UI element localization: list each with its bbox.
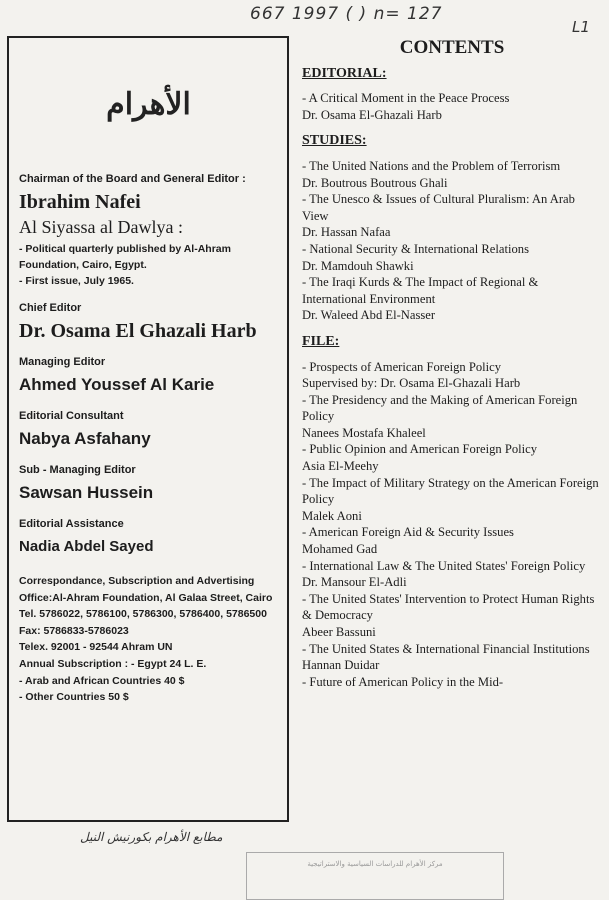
managing-editor-name: Ahmed Youssef Al Karie xyxy=(19,375,215,394)
entry-author: Hannan Duidar xyxy=(302,658,380,673)
printer-credit: مطابع الأهرام بكورنيش النيل xyxy=(80,830,223,844)
entry-title: - The Unesco & Issues of Cultural Pluralism: An Arab View xyxy=(302,192,575,223)
contents-entry xyxy=(302,524,602,557)
contents-entry xyxy=(302,90,602,123)
contents-entry xyxy=(302,558,602,591)
contents-entry xyxy=(302,591,602,641)
contents-column xyxy=(302,37,602,700)
contents-entry xyxy=(302,674,602,691)
journal-description: - Political quarterly published by Al-Ahram Foundation, Cairo, Egypt. xyxy=(19,243,231,271)
entry-author: Dr. Mamdouh Shawki xyxy=(302,258,414,273)
contents-entry xyxy=(302,241,602,274)
masthead-box xyxy=(7,36,289,822)
entry-author: Supervised by: Dr. Osama El-Ghazali Harb xyxy=(302,376,521,391)
consultant-name: Nabya Asfahany xyxy=(19,429,151,448)
entry-title: - Prospects of American Foreign Policy xyxy=(302,359,502,374)
chairman-label: Chairman of the Board and General Editor : xyxy=(19,173,246,185)
sub-managing-name: Sawsan Hussein xyxy=(19,483,154,502)
entry-author: Dr. Boutrous Boutrous Ghali xyxy=(302,175,448,190)
address: Correspondance, Subscription and Advertising Office:Al-Ahram Foundation, Al Galaa Street, Cairo xyxy=(19,575,273,604)
chief-editor-label: Chief Editor xyxy=(19,302,82,314)
library-stamp: مركز الأهرام للدراسات السياسية والاستراتيجية xyxy=(246,852,504,900)
contents-entry xyxy=(302,158,602,191)
section-heading: EDITORIAL: xyxy=(302,65,387,81)
contents-entry xyxy=(302,392,602,442)
contents-entry xyxy=(302,274,602,324)
entry-author: Dr. Waleed Abd El-Nasser xyxy=(302,308,436,323)
entry-title: - The Impact of Military Strategy on the American Foreign Policy xyxy=(302,475,599,507)
journal-title: Al Siyassa al Dawlya : xyxy=(19,217,183,237)
contents-sections xyxy=(302,66,602,691)
chairman-name: Ibrahim Nafei xyxy=(19,191,141,213)
entry-title: - The United States & International Financial Institutions xyxy=(302,641,590,656)
entry-author: Dr. Hassan Nafaa xyxy=(302,225,391,240)
entry-title: - National Security & International Relations xyxy=(302,241,529,256)
assistance-label: Editorial Assistance xyxy=(19,518,124,530)
sub-managing-label: Sub - Managing Editor xyxy=(19,464,136,476)
contents-section xyxy=(302,133,602,324)
managing-editor-label: Managing Editor xyxy=(19,356,106,368)
entry-title: - The United States' Intervention to Protect Human Rights & Democracy xyxy=(302,591,595,623)
entry-title: - A Critical Moment in the Peace Process xyxy=(302,91,510,106)
entry-author: Dr. Osama El-Ghazali Harb xyxy=(302,107,442,122)
chief-editor-name: Dr. Osama El Ghazali Harb xyxy=(19,320,257,342)
arab-countries-rate: - Arab and African Countries 40 $ xyxy=(19,674,185,687)
contents-entry xyxy=(302,641,602,674)
first-issue: - First issue, July 1965. xyxy=(19,275,134,287)
handwritten-corner-mark: L1 xyxy=(572,18,590,36)
telephone: Tel. 5786022, 5786100, 5786300, 5786400, 5786500 xyxy=(19,608,267,621)
section-heading: FILE: xyxy=(302,333,340,349)
entry-title: - The United Nations and the Problem of Terrorism xyxy=(302,158,561,173)
contents-entry xyxy=(302,441,602,474)
subscription: Annual Subscription : - Egypt 24 L. E. xyxy=(19,657,207,670)
entry-title: - International Law & The United States' Foreign Policy xyxy=(302,558,586,573)
entry-author: Dr. Mansour El-Adli xyxy=(302,575,407,590)
contents-section xyxy=(302,334,602,690)
entry-author: Mohamed Gad xyxy=(302,542,378,557)
entry-title: - The Iraqi Kurds & The Impact of Regional & International Environment xyxy=(302,275,539,306)
assistance-name: Nadia Abdel Sayed xyxy=(19,538,154,555)
entry-author: Malek Aoni xyxy=(302,508,362,523)
al-ahram-logo xyxy=(19,48,278,160)
contents-title: CONTENTS xyxy=(399,37,505,58)
contents-entry xyxy=(302,191,602,241)
telex: Telex. 92001 - 92544 Ahram UN xyxy=(19,641,173,654)
handwritten-reference: 667 1997 ( ) n= 127 xyxy=(250,4,443,24)
contents-entry xyxy=(302,475,602,525)
entry-author: Abeer Bassuni xyxy=(302,625,376,639)
entry-author: Nanees Mostafa Khaleel xyxy=(302,425,426,440)
entry-title: - Future of American Policy in the Mid- xyxy=(302,674,504,689)
other-countries-rate: - Other Countries 50 $ xyxy=(19,691,129,704)
entry-title: - Public Opinion and American Foreign Policy xyxy=(302,442,538,457)
logo-text: الأهرام xyxy=(106,86,191,122)
contents-section xyxy=(302,66,602,124)
fax: Fax: 5786833-5786023 xyxy=(19,624,129,637)
entry-title: - The Presidency and the Making of American Foreign Policy xyxy=(302,392,578,424)
entry-author: Asia El-Meehy xyxy=(302,459,379,474)
contents-entry xyxy=(302,359,602,392)
entry-title: - American Foreign Aid & Security Issues xyxy=(302,525,514,540)
section-heading: STUDIES: xyxy=(302,133,367,149)
consultant-label: Editorial Consultant xyxy=(19,410,124,422)
contact-block xyxy=(19,573,278,706)
